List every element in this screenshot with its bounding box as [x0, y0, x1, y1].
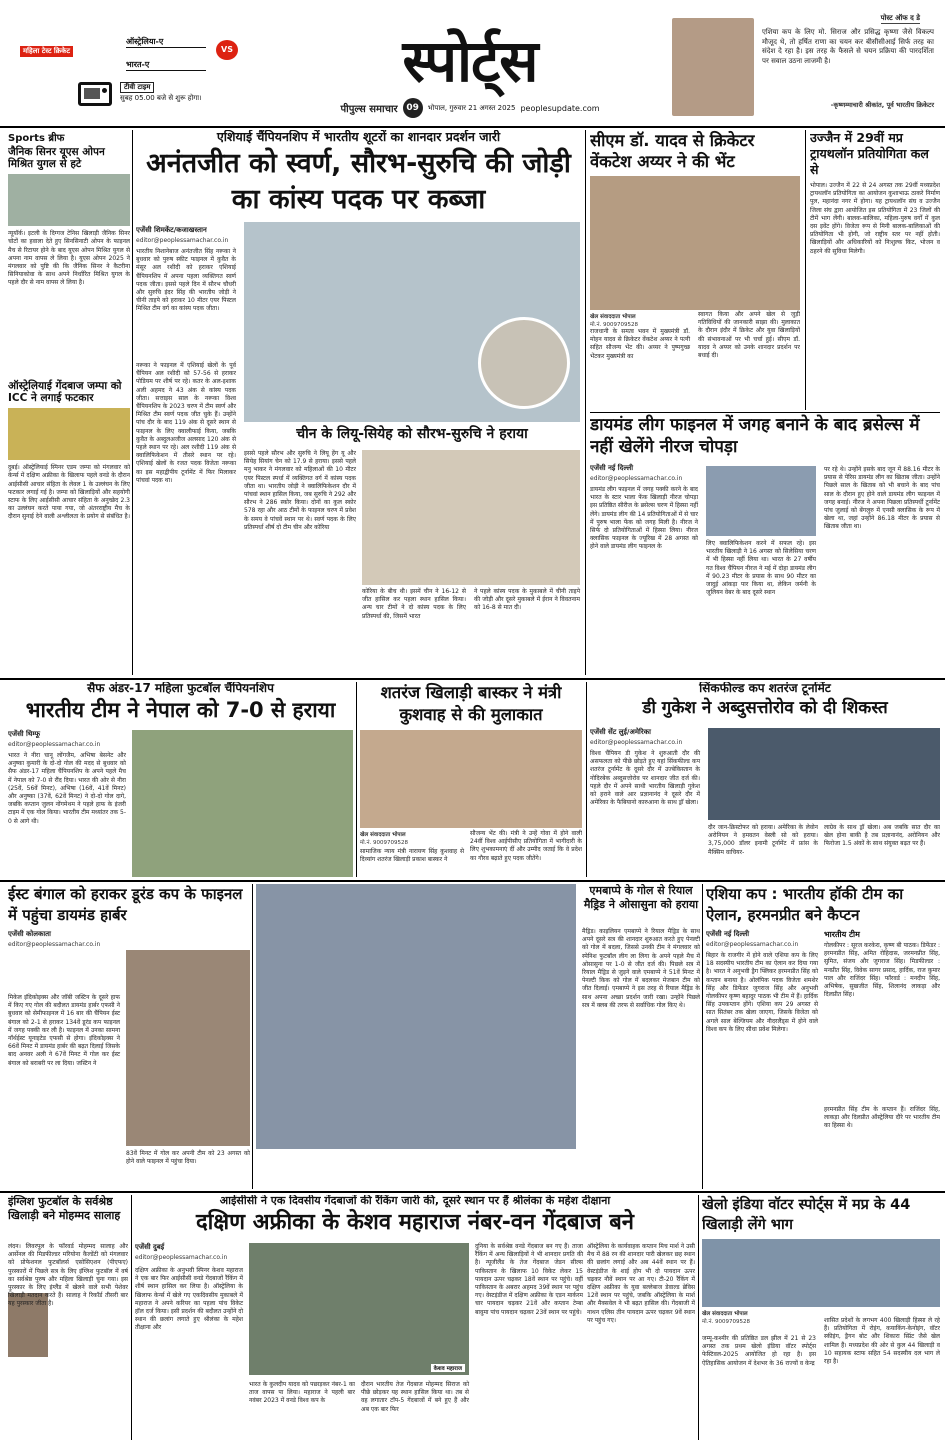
gukesh-byline: एजेंसी सेंट लुई/अमेरिका — [590, 728, 651, 736]
mbappe-headline: एमबाप्पे के गोल से रियाल मैड्रिड ने ओसासुना को हराया — [583, 884, 699, 911]
top-left-box — [8, 30, 248, 120]
hockey-team-title: भारतीय टीम — [824, 930, 860, 939]
hockey-headline: एशिया कप : भारतीय हॉकी टीम का ऐलान, हरमनप्रीत बने कैप्टन — [706, 885, 904, 924]
football-photo — [132, 730, 353, 877]
water-story — [702, 1195, 940, 1440]
water-headline: खेलो इंडिया वॉटर स्पोर्ट्स में मप्र के 44 खिलाड़ी लेंगे भाग — [702, 1197, 911, 1233]
website-link[interactable]: peoplesupdate.com — [520, 103, 600, 113]
brief-headline-2: ऑस्ट्रेलियाई गेंदबाज जम्पा को ICC ने लगाई फटकार — [8, 380, 122, 405]
gukesh-headline: डी गुकेश ने अब्दुसत्तोरोव को दी शिकस्त — [642, 697, 888, 718]
hockey-story — [706, 884, 940, 1189]
hockey-body: बिहार के राजगीर में होने वाले एशिया कप के लिए 18 सदस्यीय भारतीय टीम का ऐलान कर दिया गया है। भारत ने अनुभवी ड्रैग फ्लिकर हरमनप्रीत सिंह को कप्तान बनाया है। ओलंपिक पदक विजेता शमशेर सिंह और डिफेंडर जुगराज सिंह और अनुभवी गोलकीपर कृष्ण बहादुर पाठक भी टीम में हैं। हार्दिक सिंह उपकप्तान होंगे। एशिया कप 29 अगस्त से सात सितंबर तक खेला जाएगा, जिसके विजेता को अगले साल बेल्जियम और नीदरलैंड्स में होने वाले विश्व कप के लिए सीधा प्रवेश मिलेगा। — [706, 952, 818, 1033]
football-email: editor@peoplessamachar.co.in — [8, 741, 101, 748]
cm-headline: सीएम डॉ. यादव से क्रिकेटर वेंकटेश अय्यर ने की भेंट — [590, 131, 755, 171]
post-label: पोस्ट ऑफ द डे — [880, 14, 920, 22]
neeraj-email: editor@peoplessamachar.co.in — [590, 475, 683, 482]
maharaj-byline: एजेंसी दुबई — [135, 1243, 165, 1251]
water-phone: मो.नं. 9009709528 — [702, 1319, 751, 1325]
maharaj-headline: दक्षिण अफ्रीका के केशव महाराज नंबर-वन गेंदबाज बने — [195, 1209, 635, 1235]
chess-meet-photo — [360, 730, 582, 828]
lead-col1a: भारतीय निशानेबाज अनंतजीत सिंह नरूका ने बुधवार को पुरुष स्कीट फाइनल में कुवैत के मंसूर अल रशीदी को हराकर एशियाई चैंपियनशिप में अपना पहला व्यक्तिगत स्वर्ण पदक जीता। इससे पहले दिन में सौरभ चौधरी और सुरुचि इंदर सिंह की भारतीय जोड़ी ने चीनी ताइपे को हराकर 10 मीटर एयर पिस्टल मिश्रित टीम वर्ग का कांस्य पदक जीता। — [136, 248, 236, 313]
maharaj-col5: ऑस्ट्रेलिया के कार्यवाहक कप्तान मिच मार्श ने उसी मैच में 88 रन की शानदार पारी खेलकर छह स्थान की छलांग लगाई और अब 44वें स्थान पर हैं। वेस्टइंडीज के शाई होप भी दो पायदान ऊपर चढ़कर नौवें स्थान पर आ गए। टी-20 रैंकिंग में दक्षिण अफ्रीका के युवा बल्लेबाज डेवाल्ड ब्रेविस 12वें स्थान पर पहुंचे, जबकि ऑस्ट्रेलिया के मार्श और मैक्सवेल ने भी बढ़त हासिल की। गेंदबाजी में नाथन एलिस तीन पायदान ऊपर चढ़कर 9वें स्थान पर पहुंच गए। — [587, 1243, 695, 1324]
football-headline: भारतीय टीम ने नेपाल को 7-0 से हराया — [25, 697, 336, 722]
gukesh-photo — [708, 728, 940, 820]
shooter-photo — [244, 222, 580, 422]
water-photo — [702, 1239, 940, 1307]
paper-name: पीपुल्स समाचार — [340, 104, 398, 115]
tv-time: सुबह 05.00 बजे से शुरू होगा। — [120, 94, 202, 102]
durand-body: मिकेल इंदिकोइक्स और जॉबी जस्टिन के दूसरे हाफ में किए गए गोल की बदौलत डायमंड हार्बर एफसी ने बुधवार को सेमीफाइनल में 16 बार की चैंपियन ईस्ट बंगाल को 2-1 से हराकर 134वें डूरंड कप फाइनल में जगह पक्की कर ली है। फाइनल में उनका सामना नॉर्थईस्ट यूनाइटेड एफसी से होगा। इंदिकोइक्स ने 66वें मिनट में डायमंड हार्बर की बढ़त दिलाई जिसके बाद अनवर अली ने 67वें मिनट में गोल कर ईस्ट बंगाल को बराबरी पर ला दिया। जस्टिन ने — [8, 994, 120, 1067]
lead-story — [136, 130, 581, 675]
brief-headline-1: जैनिक सिनर यूएस ओपन मिश्रित युगल से हटे — [8, 146, 105, 171]
lead-headline: अनंतजीत को स्वर्ण, सौरभ-सुरुचि की जोड़ी का कांस्य पदक पर कब्जा — [146, 148, 571, 216]
tv-time-label: टीवी टाइम — [120, 82, 154, 93]
maharaj-col4: दुनिया के सर्वश्रेष्ठ वनडे गेंदबाज बन गए हैं। ताजा रैंकिंग में अन्य खिलाड़ियों ने भी शानदार प्रगति की है। न्यूजीलैंड के तेज गेंदबाज जेडन सील्स पाकिस्तान के खिलाफ 10 विकेट लेकर 15 पायदान ऊपर चढ़कर 18वें स्थान पर पहुंचे। वहीं पाकिस्तान के अबरार अहमद 39वें स्थान पर पहुंच गए। वेस्टइंडीज में दक्षिण अफ्रीका के एडन मार्करम चार पायदान चढ़कर 21वें और कप्तान टेम्बा बावुमा पांच पायदान चढ़कर 23वें स्थान पर पहुंचे। — [475, 1243, 583, 1316]
neeraj-photo — [706, 466, 816, 536]
vs-badge: VS — [216, 40, 238, 60]
tv-icon — [78, 82, 112, 106]
brief-logo: Sports ब्रीफ — [8, 133, 65, 144]
team1: ऑस्ट्रेलिया-ए — [126, 36, 206, 48]
cm-phone: मो.नं. 9009709528 — [590, 322, 639, 328]
medal-photo — [362, 450, 580, 585]
neeraj-col1: डायमंड लीग फाइनल में जगह पक्की करने के बाद भारत के स्टार भाला फेंक खिलाड़ी नीरज चोपड़ा इस प्रतिष्ठित सीरीज के ब्रसेल्स चरण में हिस्सा नहीं लेंगे। डायमंड लीग की 14 प्रतियोगिताओं में से चार में पुरुष भाला फेंक को जगह मिली है। नीरज ने सिर्फ दो प्रतियोगिताओं में हिस्सा लिया। नीरज क्लासिक फाइनल के ज्यूरिख में 28 अगस्त को होने वाले डायमंड लीग फाइनल के — [590, 486, 698, 551]
cm-col1: राजधानी के समत्व भवन में मुख्यमंत्री डॉ. मोहन यादव से क्रिकेटर वेंकटेश अय्यर ने पत्नी सहित सौजन्य भेंट की। अय्यर ने पुष्पगुच्छ भेंटकर मुख्यमंत्री का — [590, 328, 690, 360]
chess-meet — [360, 682, 582, 877]
chess-meet-col1: सामाजिक न्याय मंत्री नारायण सिंह कुशवाह से दिव्यांग शतरंज खिलाड़ी प्रकाश बास्कर ने — [360, 848, 464, 864]
section-title: स्पोर्ट्स — [402, 27, 538, 95]
durand-story — [8, 884, 250, 1189]
lead-subhead: चीन के लियू-सियेह को सौरभ-सुरुचि ने हराया — [296, 426, 528, 442]
lead-col1b: नरूका ने फाइनल में एशियाई खेलों के पूर्व चैंपियन अल रशीदी को 57-56 से हराकर पोडियम पर शीर्ष पर रहे। कतर के अल-इशाक अली अहमद ने 43 अंक से कांस्य पदक जीता। सत्ताइस साल के नरूका विश्व चैंपियनशिप के 2023 चरण में टीम स्वर्ण और मिश्रित टीम स्वर्ण पदक जीत चुके हैं। उन्होंने पांच दौर के बाद 119 अंक से दूसरे स्थान से फाइनल के लिए क्वालीफाई किया, जबकि कुवैत के अब्दुलअजीज अलसाद 120 अंक से पहले स्थान पर रहे। अल रशीदी 119 अंक से क्वालिफिकेशन में तीसरे स्थान पर रहे। एशियाई खेलों के रजत पदक विजेता नरूका का इस महाद्वीपीय टूर्नामेंट में फिर मिलाकर पांचवां पदक था। — [136, 362, 236, 484]
triathlon-headline: उज्जैन में 29वीं मप्र ट्रायथलॉन प्रतियोगिता कल से — [810, 130, 929, 177]
chess-meet-phone: मो.नं. 9009709528 — [360, 840, 409, 846]
neeraj-col3: पर रहे थे। उन्होंने इसके बाद जून में 88.16 मीटर के प्रयास से पेरिस डायमंड लीग का खिताब जीता। उन्होंने पिछले साल के खिताब को भी बचाने के बाद पांच साल के दौरान हुए होने वाले डायमंड लीग फाइनल में जगह बनाई। नीरज ने अपना पिछला प्रतिस्पर्धी टूर्नामेंट पांच जुलाई को बेंगलुरु में एनसी क्लासिक के रूप में खेला था, जहां उन्होंने 86.18 मीटर के प्रयास से खिताब जीता था। — [824, 466, 940, 531]
page-number: 09 — [403, 98, 423, 118]
football-story — [8, 682, 353, 877]
lead-email: editor@peoplessamachar.co.in — [136, 237, 229, 244]
post-of-day — [668, 12, 938, 124]
cm-col2: स्वागत किया और अपने खेल से जुड़ी गतिविधियों की जानकारी साझा की। मुलाकात के दौरान इंदौर में क्रिकेट और युवा खिलाड़ियों की संभावनाओं पर भी चर्चा हुई। सीएम डॉ. यादव ने अय्यर को उनके शानदार प्रदर्शन पर बधाई दी। — [698, 311, 800, 360]
lead-kicker: एशियाई चैंपियनशिप में भारतीय शूटरों का शानदार प्रदर्शन जारी — [216, 130, 501, 144]
hockey-extra: हरमनप्रीत सिंह टीम के कप्तान हैं। राजिंदर सिंह, लाकड़ा और दिलप्रीत ऑस्ट्रेलिया दौरे पर भारतीय टीम का हिस्सा थे। — [824, 1106, 940, 1130]
maharaj-photo — [249, 1243, 469, 1375]
category-label: महिला टेस्ट क्रिकेट — [20, 46, 73, 57]
cm-credit: खेल संवाददाता भोपाल — [590, 314, 636, 320]
chess-meet-credit: खेल संवाददाता भोपाल — [360, 832, 406, 838]
gukesh-kicker: सिंकफील्ड कप शतरंज टूर्नामेंट — [699, 682, 831, 695]
hockey-team: गोलकीपर : सूरज करकेरा, कृष्ण बी पाठक। डिफेंडर : हरमनप्रीत सिंह, अमित रोहिदास, जरमनप्रीत सिंह, सुमित, संजय और जुगराज सिंह। मिडफील्डर : मनप्रीत सिंह, विवेक सागर प्रसाद, हार्दिक, राज कुमार पाल और राजिंदर सिंह। फॉरवर्ड : मनदीप सिंह, अभिषेक, सुखजीत सिंह, शिलानंद लाकड़ा और दिलप्रीत सिंह। — [824, 942, 940, 999]
neeraj-col2: लिए क्वालिफिकेशन करने में सफल रहे। इस भारतीय खिलाड़ी ने 16 अगस्त को सिलेसिया चरण में भी हिस्सा नहीं लिया था। भारत के 27 वर्षीय गत विश्व चैंपियन नीरज ने मई में दोहा डायमंड लीग में 90.23 मीटर के प्रयास के साथ 90 मीटर का जादुई आंकड़ा पार किया था, लेकिन जर्मनी के जूलियन वेबर के बाद दूसरे स्थान — [706, 540, 816, 597]
mbappe-body: मैड्रिड। काइलियन एमबाप्पे ने रियाल मैड्रिड के साथ अपने दूसरे सत्र की शानदार शुरुआत करते हुए पेनल्टी को गोल में बदला, जिससे उनकी टीम ने मंगलवार को स्पेनिश फुटबॉल लीग ला लिगा के अपने पहले मैच में ओसासुना पर 1-0 से जीत दर्ज की। पिछले सत्र में रियाल मैड्रिड से जुड़ने वाले एमबाप्पे ने 51वें मिनट में पेनल्टी किक को गोल में बदलकर मेजबान टीम को जीत दिलाई। एमबाप्पे ने इस तरह से रियाल मैड्रिड के साथ अपना अच्छा प्रदर्शन जारी रखा। उन्होंने पिछले सत्र में क्लब की तरफ से सर्वाधिक गोल किए थे। — [582, 928, 700, 1009]
durand-byline: एजेंसी कोलकाता — [8, 930, 51, 938]
football-body: भारत ने नीरा चानू लोंगजैम, अभिषा बेसनेट और अनुष्का कुमारी के दो-दो गोल की मदद से बुधवार को सैफ अंडर-17 महिला चैंपियनशिप के अपने पहले मैच में नेपाल को 7-0 से रौंद दिया। भारत की ओर से नीरा (25वें, 56वें मिनट), अभिषा (16वें, 41वें मिनट) और अनुष्का (37वें, 62वें मिनट) ने दो-दो गोल दागे, जबकि कप्तान जुलन नोंगमेथम ने पहले हाफ के इंजरी टाइम में एक गोल किया। भारतीय टीम मध्यांतर तक 5-0 से आगे थी। — [8, 752, 126, 825]
neeraj-story — [590, 414, 940, 676]
post-author: -कृष्णम्माचारी श्रीकांत, पूर्व भारतीय क्रिकेटर — [830, 101, 934, 109]
triathlon-body: भोपाल। उज्जैन में 22 से 24 अगस्त तक 29वीं मध्यप्रदेश ट्रायथलॉन प्रतियोगिता का आयोजन कुशाभाऊ ठाकरे निर्माण पुल, महानंदा नगर में होगा। यह ट्रायथलॉन संघ व उज्जैन जिला संघ द्वारा आयोजित इस प्रतियोगिता में 23 जिलों की टीमें भाग लेंगी। बालक-बालिका, महिला-पुरुष वर्गों में कुल दस इवेंट होंगे। विजेता रूप से मिनी बालक-बालिकाओं की प्रतियोगिता भी होगी, जो राष्ट्रीय स्तर पर नहीं होती। खिलाड़ियों और अधिकारियों को निःशुल्क किट, भोजन व ठहरने की सुविधा मिलेगी। — [810, 182, 940, 255]
author-photo — [672, 18, 754, 116]
brief-body-1: न्यूयॉर्क। इटली के दिग्गज टेनिस खिलाड़ी जैनिक सिनर चोटों का हवाला देते हुए सिनसिनाटी ओपन के फाइनल मैच से रिटायर होने के बाद यूएस ओपन मिश्रित युगल से अपना नाम वापस ले लिया है। यूएस ओपन 2025 ने मंगलवार को पुष्टि की कि जैनिक सिनर ने कैटरीना सिनियाकोवा के साथ अपने निर्धारित मिश्रित युगल के पहले दौर से नाम वापस ले लिया है। — [8, 230, 130, 287]
cm-news — [590, 130, 800, 410]
post-quote: एशिया कप के लिए मो. सिराज और प्रसिद्ध कृष्णा जैसे विकल्प मौजूद थे, तो हर्षित राणा का चयन कर बीसीसीआई सिर्फ तरह का संदेश दे रहा है। इस तरह के फैसले से चयन प्रक्रिया की पारदर्शिता पर सवाल उठना लाजमी है। — [762, 28, 934, 65]
zampa-photo — [8, 408, 130, 460]
gukesh-story — [590, 682, 940, 877]
neeraj-headline: डायमंड लीग फाइनल में जगह बनाने के बाद ब्रसेल्स में नहीं खेलेंगे नीरज चोपड़ा — [590, 415, 920, 457]
lead-col3: कोरिया के बीच थी। इसमें चीन ने 16-12 से जीत हासिल कर पहला स्थान हासिल किया। अन्य चार टीमों ने दो कांस्य पदक के लिए प्रतिस्पर्धा की, जिसमें भारत — [362, 588, 466, 620]
team2: भारत-ए — [126, 59, 206, 71]
gukesh-col3: लाग्रेव के साथ ड्रॉ खेला। अब जबकि सात दौर का खेल होना बाकी है तब प्रज्ञानानंद, अरोनियन और फिरोजा 1.5 अंकों के साथ संयुक्त बढ़त पर हैं। — [824, 824, 940, 848]
maharaj-col3: दौरान भारतीय तेज गेंदबाज मोहम्मद सिराज को पीछे छोड़कर यह स्थान हासिल किया था। तब से वह लगातार टॉप-5 गेंदबाजों में बने हुए हैं और अब एक बार फिर — [361, 1381, 469, 1413]
durand-headline: ईस्ट बंगाल को हराकर डूरंड कप के फाइनल में पहुंचा डायमंड हार्बर — [8, 885, 243, 924]
maharaj-email: editor@peoplessamachar.co.in — [135, 1254, 228, 1261]
neeraj-byline: एजेंसी नई दिल्ली — [590, 464, 634, 472]
lead-col4: ने पहले कांस्य पदक के मुकाबले में चीनी ताइपे की जोड़ी और दूसरे मुकाबले में ईरान ने विवतनाम को 16-8 से मात दी। — [474, 588, 580, 612]
football-byline: एजेंसी थिम्फू — [8, 730, 40, 738]
brief-body-2: दुबई। ऑस्ट्रेलियाई स्पिनर एडम जम्पा को मंगलवार को केर्न्स में दक्षिण अफ्रीका के खिलाफ पहले वनडे के दौरान आईसीसी आचार संहिता के लेवल 1 के उल्लंघन के लिए फटकार लगाई गई है। जम्पा को खिलाड़ियों और सहयोगी स्टाफ के लिए आईसीसी आचार संहिता के अनुच्छेद 2.3 का उल्लंघन करते पाया गया, जो अंतरराष्ट्रीय मैच के दौरान सुनाई देने वाली अश्लीलता के प्रयोग से संबंधित है। — [8, 464, 130, 521]
chess-meet-headline: शतरंज खिलाड़ी बास्कर ने मंत्री कुशवाह से की मुलाकात — [380, 683, 562, 724]
dateline: भोपाल, गुरुवार 21 अगस्त 2025 — [427, 103, 516, 112]
brief-column — [8, 130, 130, 675]
lead-col2: इससे पहले सौरभ और सुरुचि ने लियू हेंग यू और सियेह सियांग चेन को 17.9 से हराया। इससे पहले मनु भाकर ने मंगलवार को महिलाओं की 10 मीटर एयर पिस्टल स्पर्धा में व्यक्तिगत वर्ग में कांस्य पदक जीता था। भारतीय जोड़ी ने क्वालिफिकेशन दौर में पांचवां स्थान हासिल किया, जब सुरुचि ने 292 और सौरभ ने 286 स्कोर किया। दोनों का कुल स्कोर 578 रहा और आठ टीमों के फाइनल चरण में प्रवेश के समय वे पांचवें स्थान पर थे। स्वर्ण पदक के लिए प्रतिस्पर्धा शीर्ष दो टीम चीन और कोरिया — [244, 450, 356, 531]
gukesh-email: editor@peoplessamachar.co.in — [590, 739, 683, 746]
hockey-byline: एजेंसी नई दिल्ली — [706, 930, 750, 938]
tennis-photo — [8, 174, 130, 226]
mbappe-photo — [256, 884, 576, 1149]
lead-byline: एजेंसी शिमकेंट/कजाखस्तान — [136, 226, 207, 234]
water-credit: खेल संवाददाता भोपाल — [702, 1311, 748, 1317]
maharaj-story — [135, 1195, 695, 1440]
gukesh-col2: दौर जान-क्रिस्टोफर को हराया। अमेरिका के लेवोन अरोनियन ने हमवतन वेस्ली सो को हराया। 3,75,000 डॉलर इनामी टूर्नामेंट में फ्रांस के मैक्सिम वाचियर- — [708, 824, 818, 856]
inset-photo — [478, 317, 570, 409]
gukesh-col1: विश्व चैंपियन डी गुकेश ने शुरुआती दौर की असफलता को पीछे छोड़ते हुए यहां सिंकफील्ड कप शतरंज टूर्नामेंट के दूसरे दौर में उज्बेकिस्तान के नोदिरबेक अब्दुसत्तोरोव पर शानदार जीत दर्ज की। पहले दौर में अपने साथी भारतीय खिलाड़ी गुकेश को हराने वाले आर प्रज्ञानानंद ने दूसरे दौर में अमेरिका के फैबियानो कारुआना के साथ ड्रॉ खेला। — [590, 750, 700, 807]
triathlon — [810, 130, 940, 410]
maharaj-caption: केशव महाराज — [431, 1364, 465, 1372]
water-col2: शासित प्रदेशों के लगभग 400 खिलाड़ी हिस्सा ले रहे हैं। प्रतियोगिता में रोइंग, कयाकिंग-केनोइंग, वॉटर स्कीइंग, ड्रैगन बोट और शिकारा स्प्रिंट जैसे खेल शामिल हैं। मध्यप्रदेश की ओर से कुल 44 खिलाड़ी व 10 सहायक स्टाफ सहित 54 सदस्यीय दल भाग ले रहा है। — [824, 1317, 940, 1366]
cm-photo — [590, 176, 800, 310]
durand-photo — [126, 950, 250, 1146]
water-col1: जम्मू-कश्मीर की प्रतिष्ठित डल झील में 21 से 23 अगस्त तक प्रथम खेलो इंडिया वॉटर स्पोर्ट्स फेस्टिवल-2025 आयोजित हो रहा है। इस ऐतिहासिक आयोजन में देशभर के 36 राज्यों व केन्द्र — [702, 1335, 816, 1367]
maharaj-col1: दक्षिण अफ्रीका के अनुभवी स्पिनर केशव महाराज ने एक बार फिर आईसीसी वनडे गेंदबाजों रैंकिंग में शीर्ष स्थान हासिल कर लिया है। ऑस्ट्रेलिया के खिलाफ केर्न्स में खेले गए एकदिवसीय मुकाबले में महाराज ने अपने करियर का पहला पांच विकेट हॉल दर्ज किया। इसी प्रदर्शन की बदौलत उन्होंने दो स्थान की छलांग लगाते हुए श्रीलंका के महेश तीक्षाना और — [135, 1267, 243, 1332]
salah-story — [8, 1195, 128, 1440]
chess-meet-col2: सौजन्य भेंट की। मंत्री ने उन्हें गोवा में होने वाली 24वीं विश्व आईपीसीए प्रतियोगिता में भागीदारी के लिए शुभकामनाएं दीं और उम्मीद जताई कि वे प्रदेश का गौरव बढ़ाते हुए पदक जीतेंगे। — [470, 830, 582, 862]
maharaj-kicker: आईसीसी ने एक दिवसीय गेंदबाजों की रैंकिंग जारी की, दूसरे स्थान पर हैं श्रीलंका के महेश दीक्षाना — [219, 1195, 611, 1207]
mbappe-story — [256, 884, 700, 1189]
football-kicker: सैफ अंडर-17 महिला फुटबॉल चैंपियनशिप — [87, 682, 274, 695]
masthead — [290, 26, 650, 126]
salah-body: लंदन। लिवरपूल के फॉरवर्ड मोहम्मद सालाह और आर्सेनल की मिडफील्डर मरियोना कैल्डेंटी को मंगलवार को प्रोफेशनल फुटबॉलर्स एसोसिएशन (पीएफए) पुरस्कारों में पिछले सत्र के लिए इंग्लिश फुटबॉल में वर्ष का सर्वश्रेष्ठ पुरुष और महिला खिलाड़ी चुना गया। इस पुरस्कार के लिए इंग्लैंड में खेलने वाले सभी पेशेवर खिलाड़ी मतदान करते हैं। सालाह ने रिकॉर्ड तीसरी बार यह पुरस्कार जीता है। — [8, 1243, 128, 1308]
salah-headline: इंग्लिश फुटबॉल के सर्वश्रेष्ठ खिलाड़ी बने मोहम्मद सालाह — [8, 1195, 121, 1222]
hockey-email: editor@peoplessamachar.co.in — [706, 941, 799, 948]
durand-col2: 83वें मिनट में गोल कर अपनी टीम को 23 अगस्त को होने वाले फाइनल में पहुंचा दिया। — [126, 1150, 250, 1166]
durand-email: editor@peoplessamachar.co.in — [8, 941, 101, 948]
maharaj-col2: भारत के कुलदीप यादव को पछाड़कर नंबर-1 का ताज वापस पा लिया। महाराज ने पहली बार नवंबर 2023 में वनडे विश्व कप के — [249, 1381, 355, 1405]
